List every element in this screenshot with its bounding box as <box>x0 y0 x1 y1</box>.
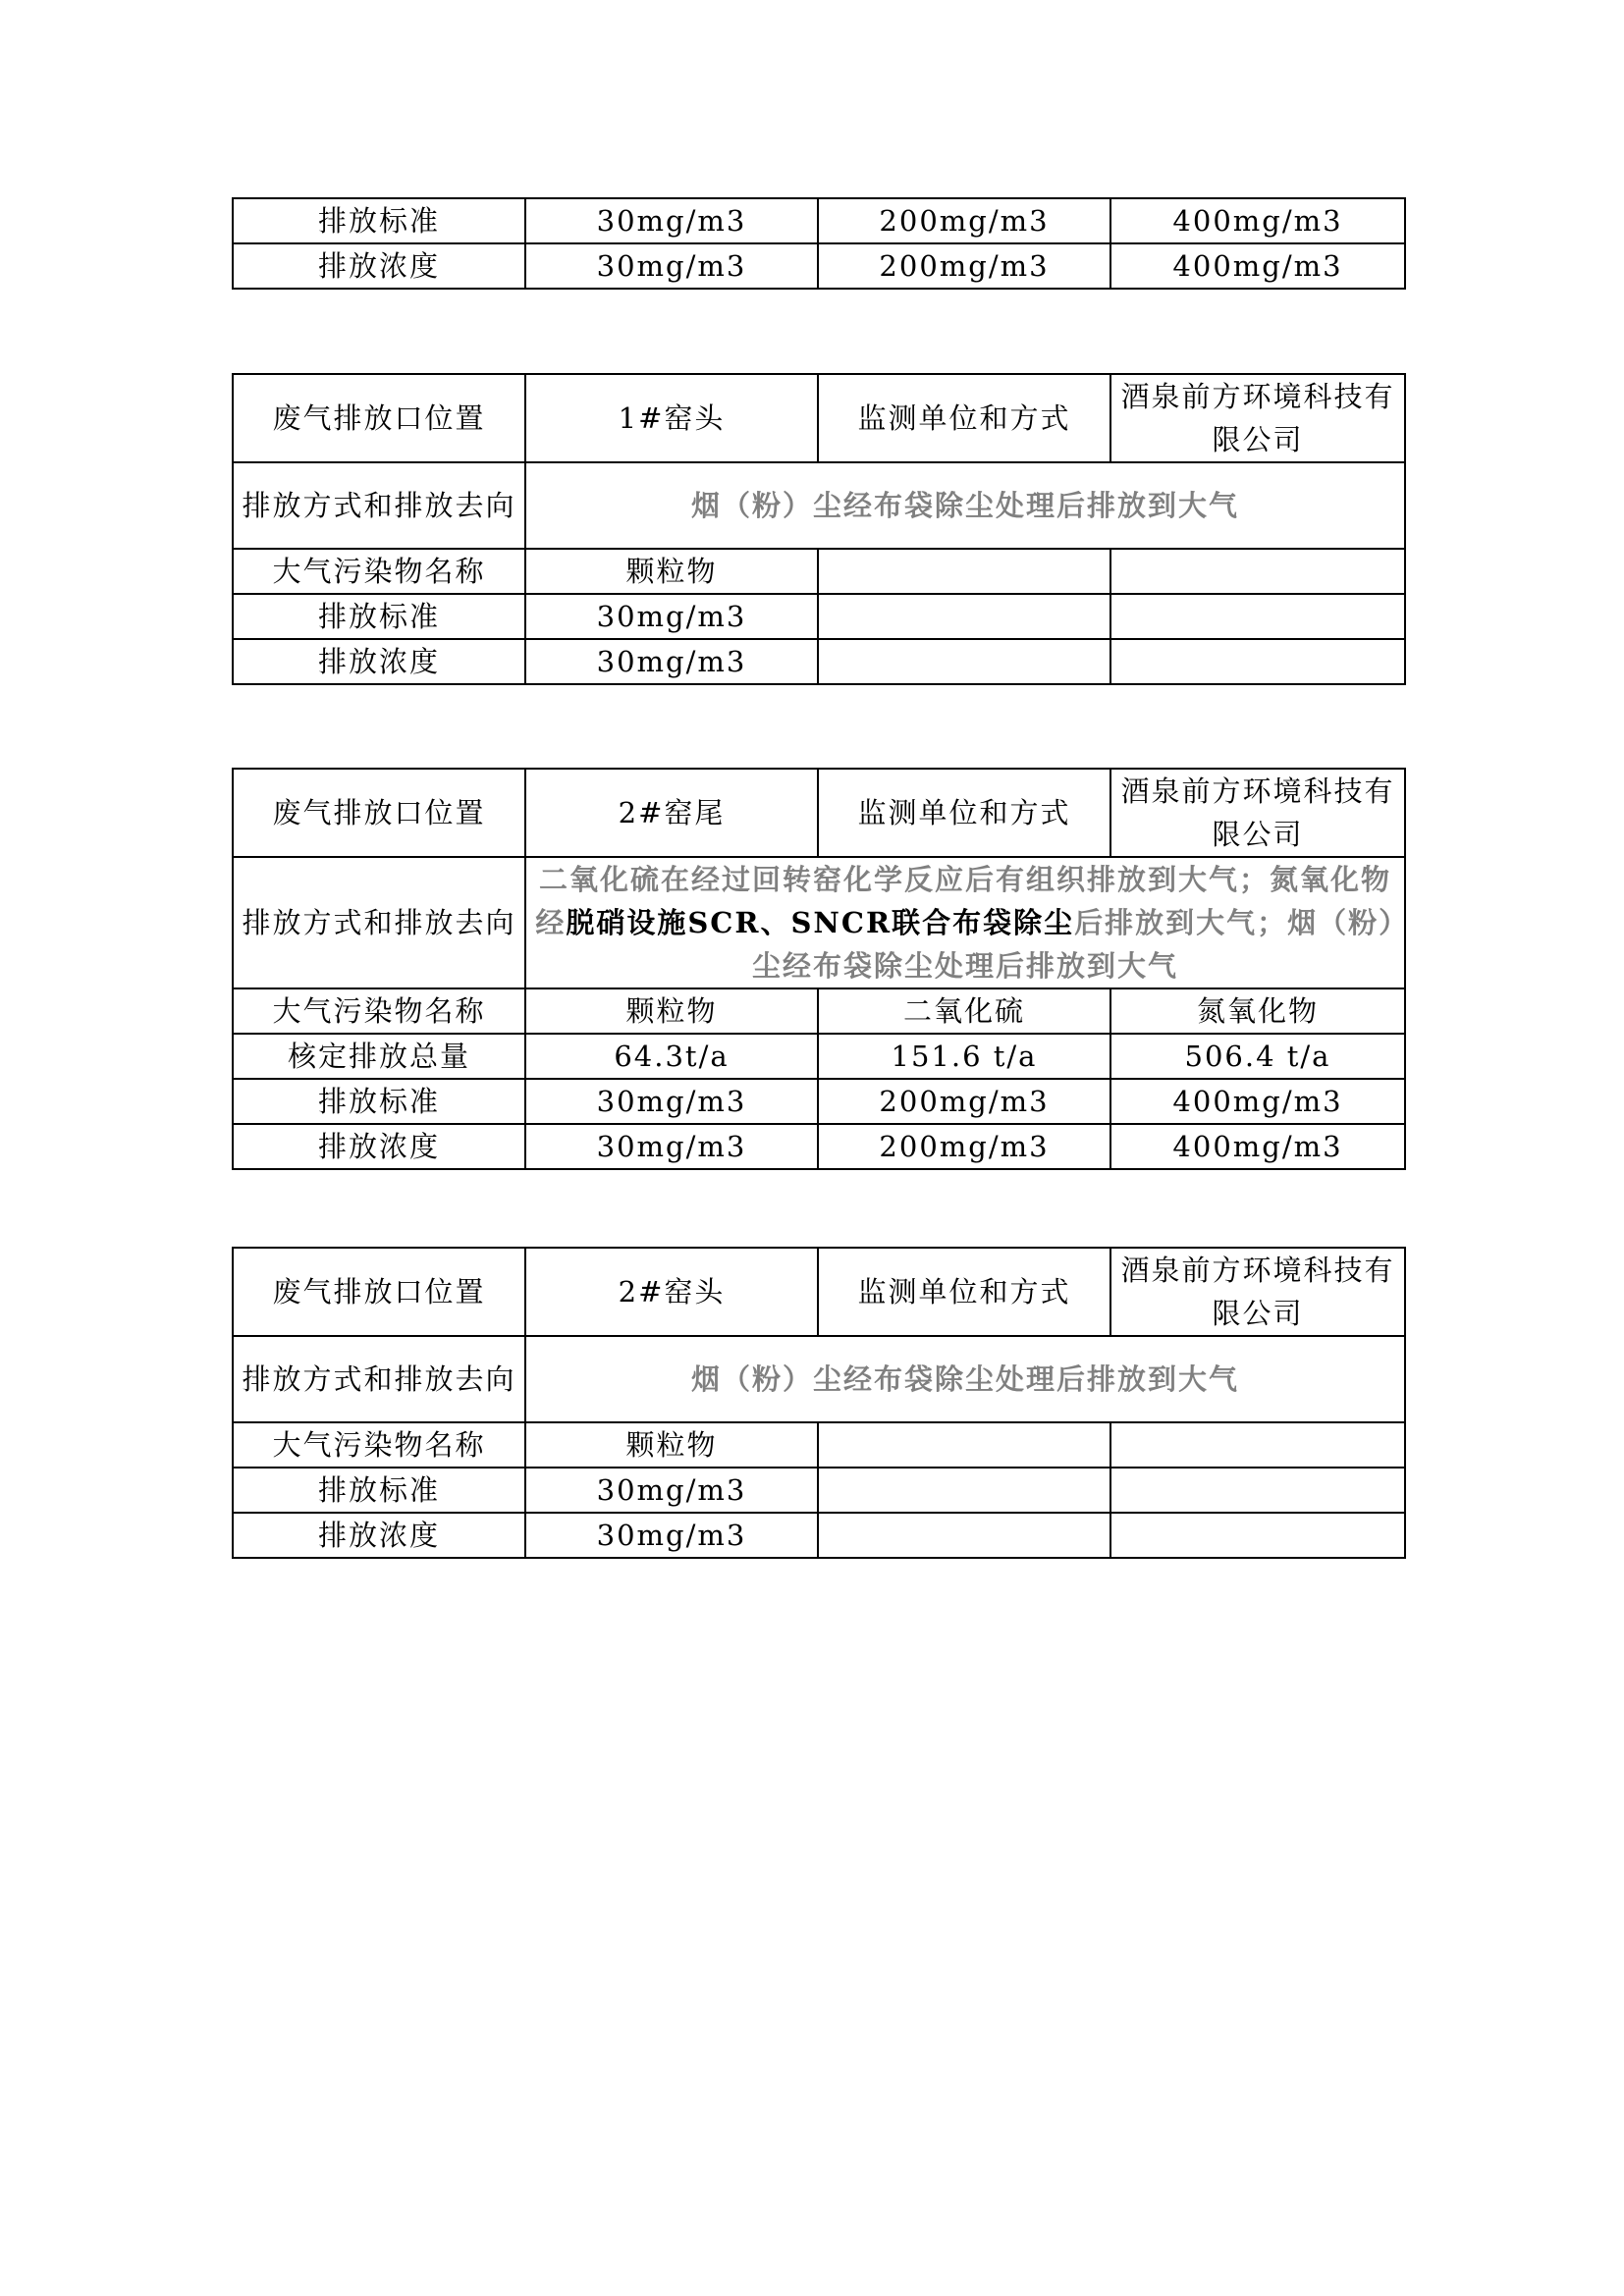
pollutant-value <box>1110 1422 1405 1468</box>
monitor-value: 酒泉前方环境科技有限公司 <box>1110 374 1405 462</box>
monitor-label: 监测单位和方式 <box>818 769 1110 857</box>
discharge-value: 烟（粉）尘经布袋除尘处理后排放到大气 <box>525 462 1405 549</box>
table-row <box>233 639 1405 684</box>
outlet-value: 1#窑头 <box>525 374 818 462</box>
pollutant-value: 颗粒物 <box>525 549 818 594</box>
pollutant-label: 大气污染物名称 <box>233 1422 525 1468</box>
total-label: 核定排放总量 <box>233 1034 525 1079</box>
standard-value <box>818 1468 1110 1513</box>
concentration-label: 排放浓度 <box>233 639 525 684</box>
outlet-label: 废气排放口位置 <box>233 769 525 857</box>
monitor-value: 酒泉前方环境科技有限公司 <box>1110 769 1405 857</box>
standard-value <box>1110 594 1405 639</box>
pollutant-label: 大气污染物名称 <box>233 988 525 1034</box>
pollutant-value <box>1110 549 1405 594</box>
outlet-value: 2#窑头 <box>525 1248 818 1336</box>
concentration-value <box>1110 639 1405 684</box>
pollutant-value: 颗粒物 <box>525 1422 818 1468</box>
cell-value: 400mg/m3 <box>1110 243 1405 289</box>
table-row <box>233 1336 1405 1422</box>
total-value: 506.4 t/a <box>1110 1034 1405 1079</box>
standard-value: 30mg/m3 <box>525 594 818 639</box>
discharge-label: 排放方式和排放去向 <box>233 462 525 549</box>
outlet-value: 2#窑尾 <box>525 769 818 857</box>
cell-value: 30mg/m3 <box>525 243 818 289</box>
concentration-value <box>818 639 1110 684</box>
pollutant-value: 二氧化硫 <box>818 988 1110 1034</box>
pollutant-value <box>818 1422 1110 1468</box>
discharge-value: 烟（粉）尘经布袋除尘处理后排放到大气 <box>525 1336 1405 1422</box>
pollutant-value: 颗粒物 <box>525 988 818 1034</box>
monitor-value: 酒泉前方环境科技有限公司 <box>1110 1248 1405 1336</box>
cell-value: 200mg/m3 <box>818 198 1110 243</box>
table-row <box>233 462 1405 549</box>
table-row <box>233 1468 1405 1513</box>
table-row <box>233 1513 1405 1558</box>
total-value: 64.3t/a <box>525 1034 818 1079</box>
emission-table-2 <box>232 373 1406 685</box>
row-label: 排放浓度 <box>233 243 525 289</box>
cell-value: 30mg/m3 <box>525 198 818 243</box>
concentration-label: 排放浓度 <box>233 1124 525 1169</box>
standard-value <box>1110 1468 1405 1513</box>
table-row <box>233 857 1405 988</box>
discharge-text-part3: 后排放到大气；烟（粉）尘经布袋除尘处理后排放到大气 <box>751 906 1395 983</box>
table-row <box>233 594 1405 639</box>
total-value: 151.6 t/a <box>818 1034 1110 1079</box>
concentration-value <box>1110 1513 1405 1558</box>
concentration-label: 排放浓度 <box>233 1513 525 1558</box>
standard-label: 排放标准 <box>233 1079 525 1124</box>
table-row <box>233 1248 1405 1336</box>
cell-value: 200mg/m3 <box>818 243 1110 289</box>
concentration-value: 30mg/m3 <box>525 1513 818 1558</box>
concentration-value: 200mg/m3 <box>818 1124 1110 1169</box>
table-row <box>233 769 1405 857</box>
standard-label: 排放标准 <box>233 1468 525 1513</box>
discharge-value <box>525 857 1405 988</box>
table-row <box>233 549 1405 594</box>
row-label: 排放标准 <box>233 198 525 243</box>
discharge-label: 排放方式和排放去向 <box>233 857 525 988</box>
cell-value: 400mg/m3 <box>1110 198 1405 243</box>
emission-table-1 <box>232 197 1406 290</box>
concentration-value: 30mg/m3 <box>525 639 818 684</box>
monitor-label: 监测单位和方式 <box>818 374 1110 462</box>
concentration-value: 30mg/m3 <box>525 1124 818 1169</box>
standard-value: 30mg/m3 <box>525 1468 818 1513</box>
discharge-label: 排放方式和排放去向 <box>233 1336 525 1422</box>
table-row <box>233 374 1405 462</box>
standard-value: 400mg/m3 <box>1110 1079 1405 1124</box>
table-row <box>233 198 1405 243</box>
emission-table-3 <box>232 768 1406 1170</box>
outlet-label: 废气排放口位置 <box>233 1248 525 1336</box>
pollutant-value: 氮氧化物 <box>1110 988 1405 1034</box>
concentration-value: 400mg/m3 <box>1110 1124 1405 1169</box>
standard-value: 200mg/m3 <box>818 1079 1110 1124</box>
table-row <box>233 1034 1405 1079</box>
table-row <box>233 243 1405 289</box>
monitor-label: 监测单位和方式 <box>818 1248 1110 1336</box>
discharge-text-part1: 二氧化硫在经过回转窑化学反应后有组织排放到大气；氮氧化物经 <box>535 863 1391 939</box>
table-row <box>233 1422 1405 1468</box>
table-row <box>233 1124 1405 1169</box>
concentration-value <box>818 1513 1110 1558</box>
standard-value: 30mg/m3 <box>525 1079 818 1124</box>
standard-value <box>818 594 1110 639</box>
pollutant-value <box>818 549 1110 594</box>
table-row <box>233 988 1405 1034</box>
pollutant-label: 大气污染物名称 <box>233 549 525 594</box>
discharge-text-part2: 脱硝设施SCR、SNCR联合布袋除尘 <box>566 906 1075 939</box>
standard-label: 排放标准 <box>233 594 525 639</box>
emission-table-4 <box>232 1247 1406 1559</box>
table-row <box>233 1079 1405 1124</box>
outlet-label: 废气排放口位置 <box>233 374 525 462</box>
